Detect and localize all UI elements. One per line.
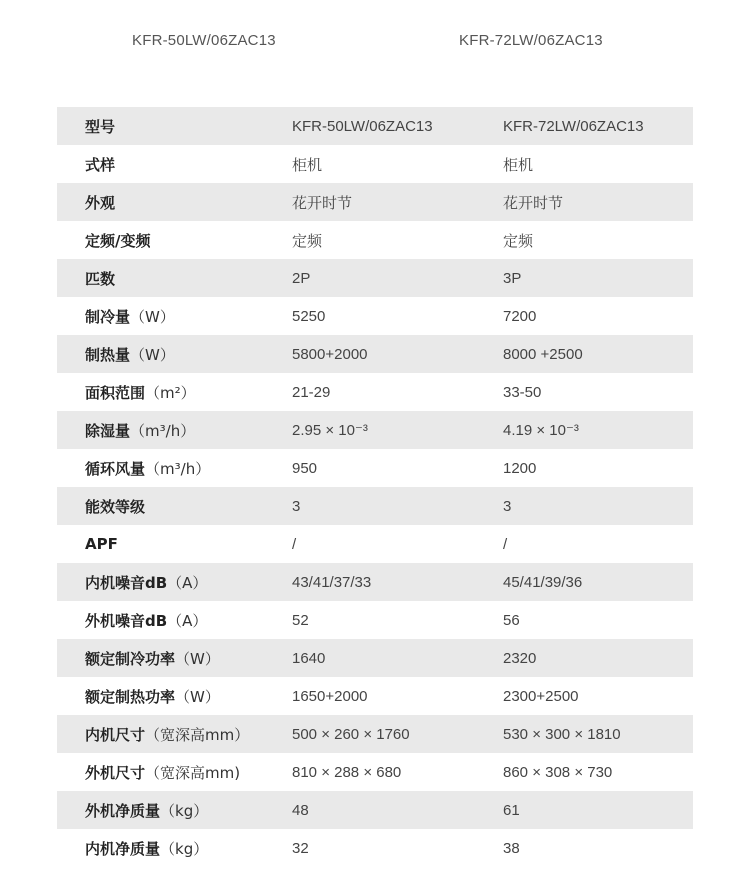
model-2-value: 530 × 300 × 1810 [503, 715, 693, 753]
spec-table-body [57, 107, 693, 867]
table-row [57, 487, 693, 525]
row-label: 额定制冷功率 [85, 649, 176, 668]
row-label: APF [85, 535, 118, 553]
row-label-cell [57, 753, 292, 791]
model-1-value: 3 [292, 487, 503, 525]
row-label: 外机噪音dB [85, 611, 168, 630]
row-label-cell [57, 297, 292, 335]
row-unit: （宽深高mm） [145, 725, 250, 744]
model-2-value: 33-50 [503, 373, 693, 411]
model-1-value: 1650+2000 [292, 677, 503, 715]
row-label-cell [57, 677, 292, 715]
model-1-value: 21-29 [292, 373, 503, 411]
model-2-value: 1200 [503, 449, 693, 487]
model-2-value: 45/41/39/36 [503, 563, 693, 601]
row-label-cell [57, 145, 292, 183]
model-1-value: 5250 [292, 297, 503, 335]
table-row [57, 183, 693, 221]
table-row [57, 411, 693, 449]
table-row [57, 297, 693, 335]
row-label-cell [57, 715, 292, 753]
model-1-value: 花开时节 [292, 183, 503, 221]
table-row [57, 107, 693, 145]
model-1-value: 950 [292, 449, 503, 487]
model-2-value: 定频 [503, 221, 693, 259]
table-row [57, 829, 693, 867]
row-label-cell [57, 563, 292, 601]
model-1-value: 2.95 × 10⁻³ [292, 411, 503, 449]
row-label: 制热量 [85, 345, 131, 364]
row-unit: （W） [175, 687, 220, 706]
table-row [57, 525, 693, 563]
row-unit: （kg） [160, 801, 209, 820]
model-1-value: 48 [292, 791, 503, 829]
row-label: 除湿量 [85, 421, 131, 440]
model-2-value: 56 [503, 601, 693, 639]
row-label-cell [57, 487, 292, 525]
table-row [57, 601, 693, 639]
model-1-value: 500 × 260 × 1760 [292, 715, 503, 753]
model-1-value: 32 [292, 829, 503, 867]
row-label-cell [57, 601, 292, 639]
row-label-cell [57, 525, 292, 563]
row-label: 内机噪音dB [85, 573, 168, 592]
row-unit: （W） [130, 307, 175, 326]
row-label-cell [57, 221, 292, 259]
model-1-value: 柜机 [292, 145, 503, 183]
model-2-value: 2320 [503, 639, 693, 677]
row-label: 内机净质量 [85, 839, 161, 858]
table-row [57, 373, 693, 411]
model-2-value: 8000 +2500 [503, 335, 693, 373]
table-row [57, 563, 693, 601]
table-row [57, 335, 693, 373]
row-unit: （m²） [145, 383, 196, 402]
model-1-value: KFR-50LW/06ZAC13 [292, 107, 503, 145]
table-row [57, 639, 693, 677]
row-label-cell [57, 639, 292, 677]
table-row [57, 221, 693, 259]
model-1-title: KFR-50LW/06ZAC13 [132, 32, 276, 49]
model-1-value: 定频 [292, 221, 503, 259]
row-label-cell [57, 411, 292, 449]
row-label: 额定制热功率 [85, 687, 176, 706]
row-label: 内机尺寸 [85, 725, 146, 744]
model-1-value: 810 × 288 × 680 [292, 753, 503, 791]
model-2-value: 3 [503, 487, 693, 525]
model-2-value: 3P [503, 259, 693, 297]
model-2-value: 花开时节 [503, 183, 693, 221]
model-2-value: 7200 [503, 297, 693, 335]
model-1-value: 52 [292, 601, 503, 639]
row-unit: （kg） [160, 839, 209, 858]
table-row [57, 753, 693, 791]
table-row [57, 791, 693, 829]
row-label: 匹数 [85, 269, 116, 288]
table-row [57, 259, 693, 297]
model-2-value: 4.19 × 10⁻³ [503, 411, 693, 449]
model-2-value: 61 [503, 791, 693, 829]
table-row [57, 715, 693, 753]
model-2-value: 2300+2500 [503, 677, 693, 715]
spec-table [57, 107, 693, 867]
row-label: 能效等级 [85, 497, 146, 516]
row-label-cell [57, 791, 292, 829]
row-unit: （A） [167, 573, 208, 592]
table-row [57, 145, 693, 183]
model-1-value: 2P [292, 259, 503, 297]
model-2-value: 860 × 308 × 730 [503, 753, 693, 791]
row-label-cell [57, 107, 292, 145]
row-unit: （W） [175, 649, 220, 668]
row-label-cell [57, 373, 292, 411]
row-label: 定频/变频 [85, 231, 151, 250]
row-label: 外机净质量 [85, 801, 161, 820]
table-row [57, 449, 693, 487]
row-label: 外机尺寸 [85, 763, 146, 782]
row-label-cell [57, 335, 292, 373]
row-label: 外观 [85, 193, 116, 212]
model-2-value: 38 [503, 829, 693, 867]
table-row [57, 677, 693, 715]
row-label: 面积范围 [85, 383, 146, 402]
model-1-value: 43/41/37/33 [292, 563, 503, 601]
row-unit: （m³/h） [130, 421, 196, 440]
model-1-value: 5800+2000 [292, 335, 503, 373]
row-label-cell [57, 829, 292, 867]
row-unit: （W） [130, 345, 175, 364]
row-label: 型号 [85, 117, 116, 136]
model-2-value: / [503, 525, 693, 563]
row-label-cell [57, 183, 292, 221]
model-header [0, 32, 750, 56]
row-unit: （A） [167, 611, 208, 630]
row-label: 循环风量 [85, 459, 146, 478]
row-label: 式样 [85, 155, 116, 174]
row-label: 制冷量 [85, 307, 131, 326]
model-2-value: 柜机 [503, 145, 693, 183]
model-2-value: KFR-72LW/06ZAC13 [503, 107, 693, 145]
row-label-cell [57, 449, 292, 487]
model-1-value: / [292, 525, 503, 563]
row-unit: （m³/h） [145, 459, 211, 478]
row-unit: （宽深高mm) [145, 763, 241, 782]
model-2-title: KFR-72LW/06ZAC13 [459, 32, 603, 49]
row-label-cell [57, 259, 292, 297]
model-1-value: 1640 [292, 639, 503, 677]
